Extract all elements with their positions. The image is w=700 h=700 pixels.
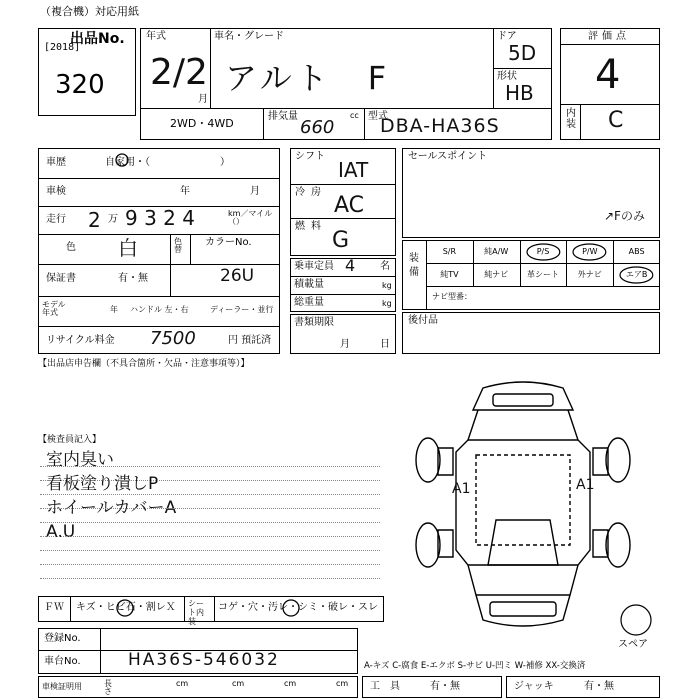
weight-label: 総重量 <box>294 297 324 308</box>
mileage-man-unit: 万 <box>108 214 118 225</box>
declaration-label: 【出品店申告欄（不具合箇所・欠品・注意事項等）】 <box>38 359 250 369</box>
cm-3: cm <box>284 679 297 688</box>
scratch-circle <box>114 598 136 618</box>
cm-1: cm <box>176 679 189 688</box>
inspector-label: 【検査員記入】 <box>38 435 102 445</box>
load-unit: kg <box>382 281 392 290</box>
diagram-left-mark: A1 <box>452 481 471 497</box>
mileage-unit: km／マイル（） <box>228 209 273 226</box>
year-value: 2/2 <box>150 52 208 93</box>
equipment-item: S/R <box>442 247 457 256</box>
cert-label: 車検証明用 <box>42 682 82 691</box>
fuel-label: 燃料 <box>295 221 327 232</box>
cm-4: cm <box>336 679 349 688</box>
door-label: ドア <box>497 31 517 42</box>
docs-month: 月 <box>340 339 350 350</box>
displacement-value: 660 <box>300 117 335 138</box>
drive-label: 2WD・4WD <box>170 117 234 130</box>
shaken-label: 車検 <box>46 186 66 197</box>
model-year-label: モデル年式 <box>42 300 66 317</box>
warranty-label: 保証書 <box>46 273 76 284</box>
color-change-label: 色替 <box>174 237 182 254</box>
jack-options: 有・無 <box>584 681 614 692</box>
recycle-unit: 円 預託済 <box>228 335 272 346</box>
history-reki-text: 自家用・（ ） <box>105 157 230 168</box>
mileage-man: 2 <box>88 208 101 232</box>
equipment-item: 外ナビ <box>577 270 602 279</box>
jack-label: ジャッキ <box>514 681 554 692</box>
docs-day: 日 <box>380 339 390 350</box>
color-value: 白 <box>118 236 138 260</box>
inspector-note: 看板塗り潰しP <box>46 474 159 494</box>
history-reki-label: 車歴 <box>46 157 66 168</box>
mileage-label: 走行 <box>46 214 66 225</box>
door-value: 5D <box>508 41 537 65</box>
interior-value: C <box>608 108 624 133</box>
reg-label: 登録No. <box>44 633 81 644</box>
equipment-circle-mark <box>523 242 564 262</box>
tools-options: 有・無 <box>430 681 460 692</box>
navi-label: ナビ型番： <box>432 292 472 301</box>
docs-label: 書類期限 <box>294 317 334 328</box>
spare-label: スペア <box>618 639 648 650</box>
spare-tire-icon <box>618 602 654 638</box>
shift-value: IAT <box>338 158 369 182</box>
equipment-item: 革シート <box>526 270 559 279</box>
recycle-label: リサイクル料金 <box>46 335 115 346</box>
sales-label: セールスポイント <box>408 151 488 162</box>
aftermarket-label: 後付品 <box>408 315 438 326</box>
lot-number: 320 <box>55 70 105 100</box>
private-use-circle <box>114 152 130 168</box>
form-type-label: （複合機）対応用紙 <box>40 5 139 18</box>
equipment-circle-mark <box>569 242 610 262</box>
dealer-label: ディーラー・並行 <box>210 305 274 314</box>
name-label: 車名・グレード <box>214 31 284 42</box>
cm-2: cm <box>232 679 245 688</box>
shift-label: シフト <box>295 151 325 162</box>
equipment-item: 純TV <box>440 270 459 279</box>
handle-label: ハンドル 左・右 <box>130 305 189 314</box>
interior-label: 内装 <box>566 108 576 130</box>
damage-fw: ＦＷ <box>44 602 64 613</box>
stain-circle <box>280 598 302 618</box>
model-value: DBA-HA36S <box>380 115 500 137</box>
chassis-label: 車台No. <box>44 656 81 667</box>
inspector-note: 室内臭い <box>46 450 114 470</box>
damage-items2: コゲ・穴・汚レ・シミ・破レ・スレ <box>218 602 378 613</box>
color-label: 色 <box>66 242 76 253</box>
lot-year-tag: [2018] <box>44 42 81 53</box>
color-no-label: カラーNo. <box>205 237 252 248</box>
displacement-unit: cc <box>350 111 359 120</box>
name-value: アルト F <box>225 59 391 97</box>
shaken-month: 月 <box>250 186 260 197</box>
capacity-unit: 名 <box>380 261 390 272</box>
month-unit: 月 <box>198 94 208 105</box>
diagram-right-mark: A1 <box>576 477 595 493</box>
cooler-label: 冷房 <box>295 187 327 198</box>
load-label: 積載量 <box>294 279 324 290</box>
shape-value: HB <box>505 81 534 105</box>
color-no-value: 26U <box>220 266 255 286</box>
car-diagram <box>408 380 638 640</box>
inspector-note: ホイールカバーA <box>46 498 177 518</box>
displacement-label: 排気量 <box>268 111 298 122</box>
fuel-value: G <box>332 228 350 253</box>
recycle-value: 7500 <box>150 328 196 349</box>
model-label: 型式 <box>368 111 388 122</box>
warranty-options: 有・無 <box>118 273 148 284</box>
chassis-value: HA36S-546032 <box>128 650 280 670</box>
year-label: 年式 <box>146 31 166 42</box>
equipment-item: P/W <box>582 247 598 256</box>
model-year-unit: 年 <box>110 305 118 314</box>
capacity-label: 乗車定員 <box>294 261 334 272</box>
tools-label: 工 具 <box>370 681 400 692</box>
cert-box <box>38 676 358 698</box>
weight-unit: kg <box>382 299 392 308</box>
equipment-item: 純ナビ <box>484 270 509 279</box>
inspector-note: A.U <box>46 522 76 542</box>
aftermarket-box <box>402 312 660 354</box>
equipment-item: 純A/W <box>484 247 509 256</box>
equipment-item: ABS <box>628 247 645 256</box>
damage-items1: キズ・ヒビ石・割レＸ <box>76 602 176 613</box>
cooler-value: AC <box>334 193 365 218</box>
rating-score: 4 <box>595 52 621 98</box>
rating-label: 評価点 <box>588 31 630 42</box>
length-label: 長さ <box>104 679 112 696</box>
mileage-rest: 9 3 2 4 <box>125 206 195 230</box>
sales-note: ↗Fのみ <box>604 209 645 223</box>
damage-seat-label: シート内装 <box>188 599 204 626</box>
equipment-label: 装備 <box>409 253 419 278</box>
equipment-item: エアB <box>625 270 648 279</box>
damage-legend: A-キズ C-腐食 E-エクボ S-サビ U-凹ミ W-補修 XX-交換済 <box>364 661 586 671</box>
lot-label: 出品No. <box>70 31 125 47</box>
shape-label: 形状 <box>497 71 517 82</box>
equipment-circle-mark <box>616 265 657 285</box>
capacity-value: 4 <box>345 256 356 275</box>
shaken-year: 年 <box>180 186 190 197</box>
equipment-item: P/S <box>536 247 550 256</box>
